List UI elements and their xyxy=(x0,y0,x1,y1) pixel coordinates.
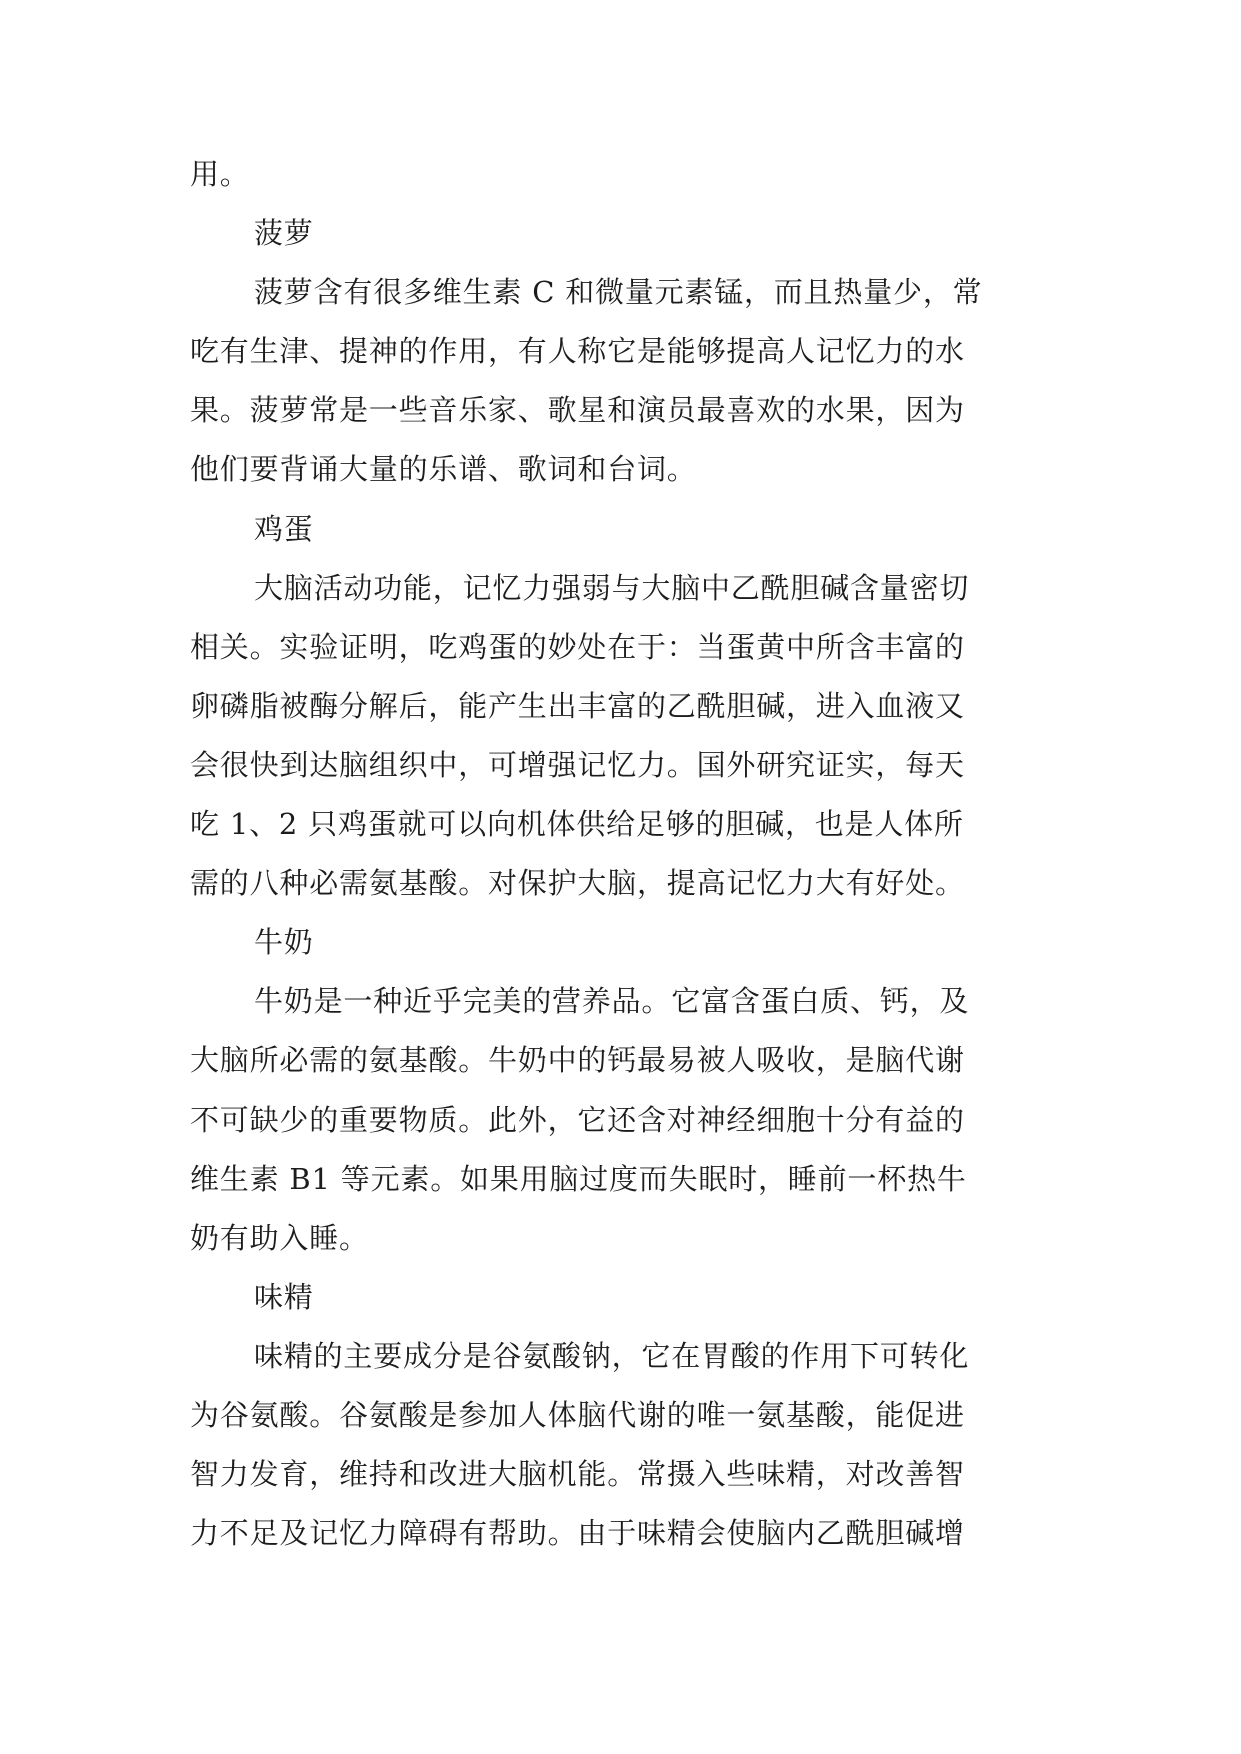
text-line: 吃 1、2 只鸡蛋就可以向机体供给足够的胆碱，也是人体所 xyxy=(190,807,964,842)
text-line: 相关。实验证明，吃鸡蛋的妙处在于：当蛋黄中所含丰富的 xyxy=(190,629,965,664)
section-heading-egg: 鸡蛋 xyxy=(254,511,314,546)
document-page xyxy=(190,145,1052,1563)
text-line: 智力发育，维持和改进大脑机能。常摄入些味精，对改善智 xyxy=(190,1457,965,1492)
text-line: 大脑所必需的氨基酸。牛奶中的钙最易被人吸收，是脑代谢 xyxy=(190,1043,965,1078)
text-line: 果。菠萝常是一些音乐家、歌星和演员最喜欢的水果，因为 xyxy=(190,393,965,428)
text-line: 用。 xyxy=(190,157,250,191)
section-heading-milk: 牛奶 xyxy=(254,925,314,960)
text-line: 卵磷脂被酶分解后，能产生出丰富的乙酰胆碱，进入血液又 xyxy=(190,688,965,723)
text-line: 不可缺少的重要物质。此外，它还含对神经细胞十分有益的 xyxy=(190,1102,965,1137)
text-line: 为谷氨酸。谷氨酸是参加人体脑代谢的唯一氨基酸，能促进 xyxy=(190,1397,965,1432)
text-line: 力不足及记忆力障碍有帮助。由于味精会使脑内乙酰胆碱增 xyxy=(190,1516,965,1551)
text-line: 菠萝含有很多维生素 C 和微量元素锰，而且热量少，常 xyxy=(254,275,983,310)
text-line: 维生素 B1 等元素。如果用脑过度而失眠时，睡前一杯热牛 xyxy=(190,1161,967,1196)
section-heading-msg: 味精 xyxy=(254,1279,314,1314)
text-line: 奶有助入睡。 xyxy=(190,1220,369,1255)
text-line: 大脑活动功能，记忆力强弱与大脑中乙酰胆碱含量密切 xyxy=(254,570,970,605)
text-line: 会很快到达脑组织中，可增强记忆力。国外研究证实，每天 xyxy=(190,747,965,782)
text-line: 需的八种必需氨基酸。对保护大脑，提高记忆力大有好处。 xyxy=(190,866,965,901)
section-heading-pineapple: 菠萝 xyxy=(254,216,314,251)
text-line: 味精的主要成分是谷氨酸钠，它在胃酸的作用下可转化 xyxy=(254,1338,970,1373)
text-line: 他们要背诵大量的乐谱、歌词和台词。 xyxy=(190,452,697,487)
text-line: 吃有生津、提神的作用，有人称它是能够提高人记忆力的水 xyxy=(190,334,965,369)
text-line: 牛奶是一种近乎完美的营养品。它富含蛋白质、钙，及 xyxy=(254,984,970,1019)
